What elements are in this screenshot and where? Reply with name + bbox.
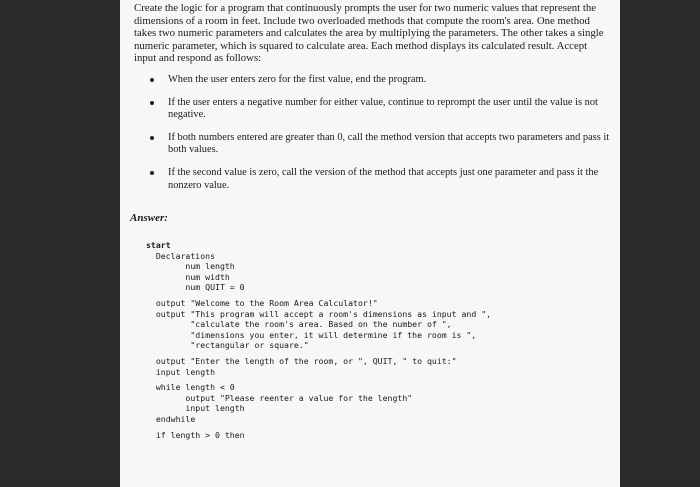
code-line: start xyxy=(146,240,171,250)
code-line: "dimensions you enter, it will determine if the room is ", xyxy=(146,329,477,340)
code-line: "calculate the room's area. Based on the number of ", xyxy=(146,319,452,330)
code-line: output "This program will accept a room's dimensions as input and ", xyxy=(146,308,492,319)
document-page xyxy=(120,0,620,487)
pseudocode-block xyxy=(146,240,616,440)
code-line: while length < 0 xyxy=(146,382,235,393)
bullet-icon xyxy=(150,171,154,175)
code-line: num QUIT = 0 xyxy=(146,282,245,293)
bullet-icon xyxy=(150,78,154,82)
requirements-list xyxy=(148,74,610,202)
problem-statement: Create the logic for a program that continuously prompts the user for two numeric values that represent the dimensions of a room in feet. Include two overloaded methods that compute the room's area. One method takes two numeric parameters and calculates the area by multiplying the parameters. The other takes a single numeric parameter, which is squared to calculate area. Each method displays its calculated result. Accept input and respond as follows: xyxy=(134,2,604,65)
answer-heading: Answer: xyxy=(130,212,168,224)
code-line: output "Enter the length of the room, or ", QUIT, " to quit:" xyxy=(146,355,457,366)
list-item: If the user enters a negative number for either value, continue to reprompt the user until the value is not negative. xyxy=(148,97,610,122)
code-line: num width xyxy=(146,271,230,282)
code-line: if length > 0 then xyxy=(146,429,245,440)
code-line: "rectangular or square." xyxy=(146,340,309,351)
code-line: num length xyxy=(146,261,235,272)
code-line: Declarations xyxy=(146,250,216,261)
list-item: If both numbers entered are greater than 0, call the method version that accepts two parameters and pass it both values. xyxy=(148,132,610,157)
bullet-icon xyxy=(150,101,154,105)
code-line: input length xyxy=(146,403,245,414)
code-line: endwhile xyxy=(146,413,196,424)
code-line: input length xyxy=(146,366,216,377)
code-line: output "Welcome to the Room Area Calculator!" xyxy=(146,297,378,308)
bullet-icon xyxy=(150,136,154,140)
list-item: When the user enters zero for the first value, end the program. xyxy=(148,74,610,87)
code-line: output "Please reenter a value for the length" xyxy=(146,392,413,403)
list-item: If the second value is zero, call the version of the method that accepts just one parameter and pass it the nonzero value. xyxy=(148,167,610,192)
